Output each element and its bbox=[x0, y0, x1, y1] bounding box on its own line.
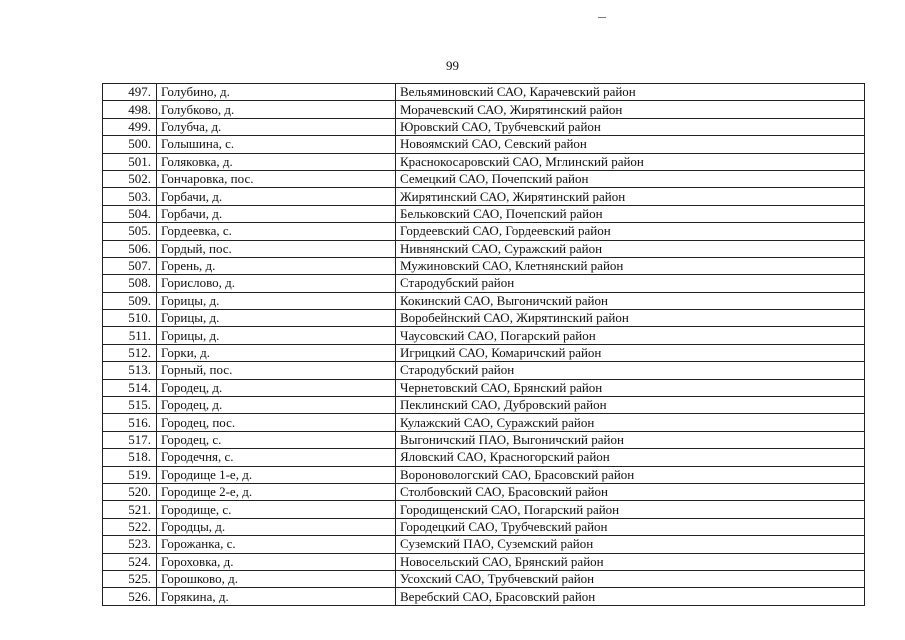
district-cell: Усохский САО, Трубчевский район bbox=[396, 570, 865, 587]
row-number-cell: 523. bbox=[103, 536, 157, 553]
district-cell: Суземский ПАО, Суземский район bbox=[396, 536, 865, 553]
district-cell: Городецкий САО, Трубчевский район bbox=[396, 518, 865, 535]
row-number-cell: 525. bbox=[103, 570, 157, 587]
district-cell: Стародубский район bbox=[396, 275, 865, 292]
row-number-cell: 504. bbox=[103, 205, 157, 222]
district-cell: Вельяминовский САО, Карачевский район bbox=[396, 84, 865, 101]
district-cell: Игрицкий САО, Комаричский район bbox=[396, 344, 865, 361]
settlement-name-cell: Горошково, д. bbox=[157, 570, 396, 587]
row-number-cell: 524. bbox=[103, 553, 157, 570]
settlement-name-cell: Горки, д. bbox=[157, 344, 396, 361]
settlement-name-cell: Гордый, пос. bbox=[157, 240, 396, 257]
table-row bbox=[103, 501, 865, 518]
row-number-cell: 508. bbox=[103, 275, 157, 292]
district-cell: Чернетовский САО, Брянский район bbox=[396, 379, 865, 396]
settlement-name-cell: Горный, пос. bbox=[157, 362, 396, 379]
settlement-name-cell: Городище, с. bbox=[157, 501, 396, 518]
row-number-cell: 497. bbox=[103, 84, 157, 101]
district-cell: Краснокосаровский САО, Мглинский район bbox=[396, 153, 865, 170]
district-cell: Кулажский САО, Суражский район bbox=[396, 414, 865, 431]
table-row bbox=[103, 466, 865, 483]
table-row bbox=[103, 310, 865, 327]
settlement-name-cell: Горицы, д. bbox=[157, 292, 396, 309]
district-cell: Веребский САО, Брасовский район bbox=[396, 588, 865, 605]
table-row bbox=[103, 431, 865, 448]
row-number-cell: 519. bbox=[103, 466, 157, 483]
settlement-name-cell: Голяковка, д. bbox=[157, 153, 396, 170]
table-row bbox=[103, 292, 865, 309]
table-row bbox=[103, 414, 865, 431]
settlement-name-cell: Голубково, д. bbox=[157, 101, 396, 118]
district-cell: Пеклинский САО, Дубровский район bbox=[396, 397, 865, 414]
row-number-cell: 526. bbox=[103, 588, 157, 605]
table-row bbox=[103, 205, 865, 222]
row-number-cell: 513. bbox=[103, 362, 157, 379]
table-row bbox=[103, 327, 865, 344]
table-row bbox=[103, 588, 865, 605]
table-row bbox=[103, 118, 865, 135]
row-number-cell: 510. bbox=[103, 310, 157, 327]
settlement-name-cell: Городец, д. bbox=[157, 397, 396, 414]
district-cell: Нивнянский САО, Суражский район bbox=[396, 240, 865, 257]
table-row bbox=[103, 518, 865, 535]
district-cell: Вороновологский САО, Брасовский район bbox=[396, 466, 865, 483]
table-row bbox=[103, 483, 865, 500]
page-number: 99 bbox=[446, 58, 459, 73]
table-row bbox=[103, 570, 865, 587]
table-row bbox=[103, 553, 865, 570]
settlement-name-cell: Горень, д. bbox=[157, 257, 396, 274]
settlement-name-cell: Горислово, д. bbox=[157, 275, 396, 292]
row-number-cell: 515. bbox=[103, 397, 157, 414]
district-cell: Морачевский САО, Жирятинский район bbox=[396, 101, 865, 118]
district-cell: Мужиновский САО, Клетнянский район bbox=[396, 257, 865, 274]
row-number-cell: 517. bbox=[103, 431, 157, 448]
scan-artifact bbox=[598, 17, 606, 18]
settlement-name-cell: Голубча, д. bbox=[157, 118, 396, 135]
table-row bbox=[103, 536, 865, 553]
district-cell: Воробейнский САО, Жирятинский район bbox=[396, 310, 865, 327]
settlement-name-cell: Городечня, с. bbox=[157, 449, 396, 466]
district-cell: Городищенский САО, Погарский район bbox=[396, 501, 865, 518]
row-number-cell: 520. bbox=[103, 483, 157, 500]
district-cell: Юровский САО, Трубчевский район bbox=[396, 118, 865, 135]
settlement-table bbox=[102, 83, 865, 606]
settlement-name-cell: Городец, пос. bbox=[157, 414, 396, 431]
table-row bbox=[103, 344, 865, 361]
table-row bbox=[103, 397, 865, 414]
district-cell: Столбовский САО, Брасовский район bbox=[396, 483, 865, 500]
settlement-name-cell: Городец, с. bbox=[157, 431, 396, 448]
row-number-cell: 521. bbox=[103, 501, 157, 518]
table-body bbox=[103, 84, 865, 606]
table-row bbox=[103, 275, 865, 292]
district-cell: Новосельский САО, Брянский район bbox=[396, 553, 865, 570]
row-number-cell: 506. bbox=[103, 240, 157, 257]
settlement-name-cell: Городцы, д. bbox=[157, 518, 396, 535]
table-row bbox=[103, 153, 865, 170]
row-number-cell: 511. bbox=[103, 327, 157, 344]
table-row bbox=[103, 188, 865, 205]
table-row bbox=[103, 101, 865, 118]
district-cell: Гордеевский САО, Гордеевский район bbox=[396, 223, 865, 240]
table-row bbox=[103, 449, 865, 466]
settlement-name-cell: Горбачи, д. bbox=[157, 188, 396, 205]
row-number-cell: 498. bbox=[103, 101, 157, 118]
row-number-cell: 499. bbox=[103, 118, 157, 135]
district-cell: Кокинский САО, Выгоничский район bbox=[396, 292, 865, 309]
district-cell: Жирятинский САО, Жирятинский район bbox=[396, 188, 865, 205]
row-number-cell: 509. bbox=[103, 292, 157, 309]
settlement-name-cell: Горякина, д. bbox=[157, 588, 396, 605]
table-row bbox=[103, 362, 865, 379]
row-number-cell: 503. bbox=[103, 188, 157, 205]
table-row bbox=[103, 223, 865, 240]
settlement-name-cell: Горицы, д. bbox=[157, 310, 396, 327]
table-row bbox=[103, 136, 865, 153]
settlement-name-cell: Горожанка, с. bbox=[157, 536, 396, 553]
district-cell: Семецкий САО, Почепский район bbox=[396, 170, 865, 187]
row-number-cell: 500. bbox=[103, 136, 157, 153]
row-number-cell: 505. bbox=[103, 223, 157, 240]
settlement-name-cell: Гордеевка, с. bbox=[157, 223, 396, 240]
settlement-name-cell: Гончаровка, пос. bbox=[157, 170, 396, 187]
settlement-name-cell: Голубино, д. bbox=[157, 84, 396, 101]
table-row bbox=[103, 257, 865, 274]
settlement-name-cell: Городец, д. bbox=[157, 379, 396, 396]
row-number-cell: 522. bbox=[103, 518, 157, 535]
district-cell: Бельковский САО, Почепский район bbox=[396, 205, 865, 222]
row-number-cell: 516. bbox=[103, 414, 157, 431]
table-row bbox=[103, 84, 865, 101]
settlement-name-cell: Городище 1-е, д. bbox=[157, 466, 396, 483]
row-number-cell: 501. bbox=[103, 153, 157, 170]
district-cell: Новоямский САО, Севский район bbox=[396, 136, 865, 153]
settlement-name-cell: Гороховка, д. bbox=[157, 553, 396, 570]
row-number-cell: 514. bbox=[103, 379, 157, 396]
settlement-name-cell: Горбачи, д. bbox=[157, 205, 396, 222]
district-cell: Чаусовский САО, Погарский район bbox=[396, 327, 865, 344]
row-number-cell: 518. bbox=[103, 449, 157, 466]
row-number-cell: 502. bbox=[103, 170, 157, 187]
row-number-cell: 512. bbox=[103, 344, 157, 361]
district-cell: Яловский САО, Красногорский район bbox=[396, 449, 865, 466]
row-number-cell: 507. bbox=[103, 257, 157, 274]
settlement-name-cell: Городище 2-е, д. bbox=[157, 483, 396, 500]
district-cell: Выгоничский ПАО, Выгоничский район bbox=[396, 431, 865, 448]
district-cell: Стародубский район bbox=[396, 362, 865, 379]
table-row bbox=[103, 240, 865, 257]
table-row bbox=[103, 379, 865, 396]
table-row bbox=[103, 170, 865, 187]
settlement-name-cell: Горицы, д. bbox=[157, 327, 396, 344]
settlement-name-cell: Голышина, с. bbox=[157, 136, 396, 153]
